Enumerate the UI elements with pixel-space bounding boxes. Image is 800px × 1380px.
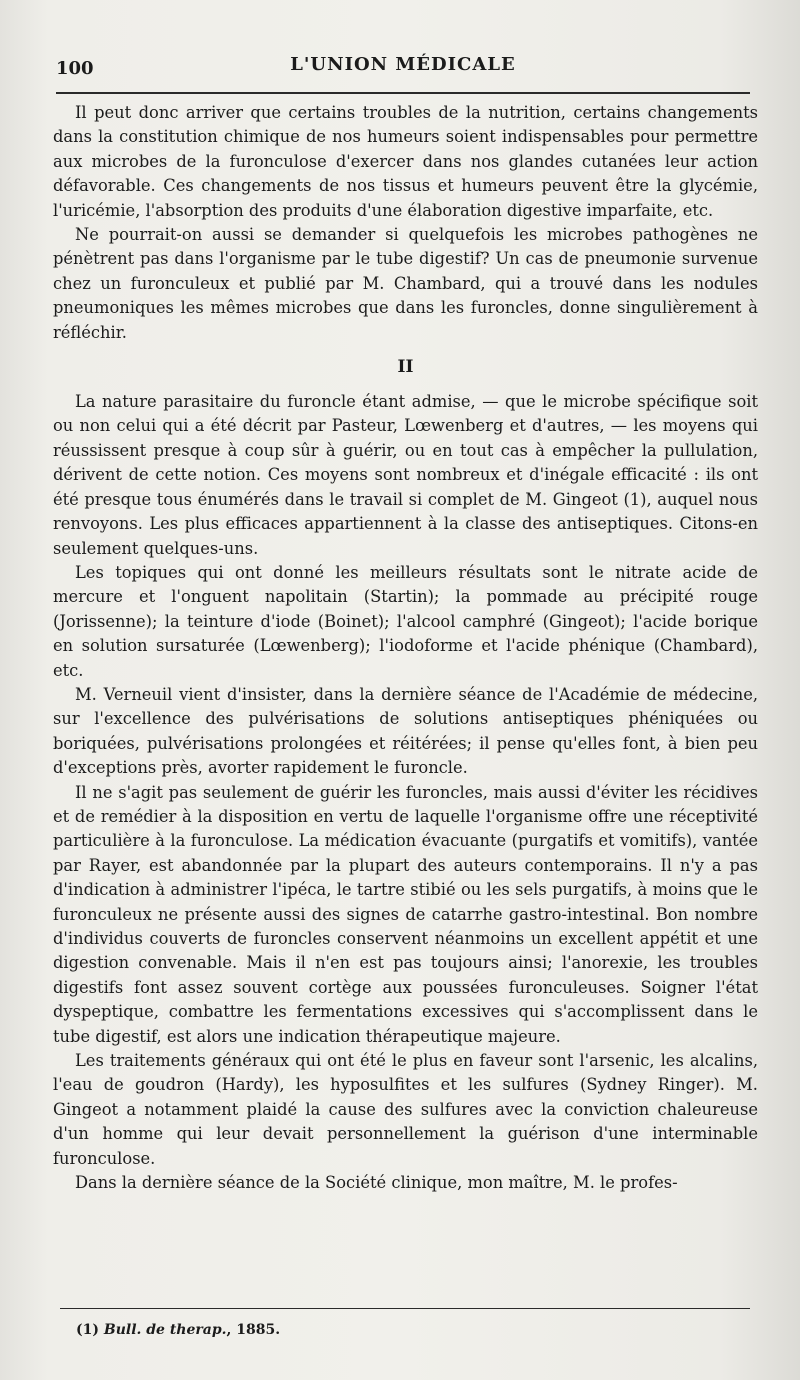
paragraph-2: Ne pourrait-on aussi se demander si quelquefois les microbes pathogènes ne pénètrent pas dans l'organisme par le tube digestif? Un cas de pneumonie survenue chez un furonculeux et publié par M. Chambard, qui a trouvé dans les nodules pneumoniques les mêmes microbes que dans les furoncles, donne singulièrement à réfléchir. (53, 225, 758, 342)
paragraph-3: La nature parasitaire du furoncle étant admise, — que le microbe spécifique soit ou non celui qui a été décrit par Pasteur, Lœwenberg et d'autres, — les moyens qui réussissent presque à coup sûr à guérir, ou en tout cas à empêcher la pullulation, dérivent de cette notion. Ces moyens sont nombreux et d'inégale efficacité : ils ont été presque tous énumérés dans le travail si complet de M. Gingeot (1), auquel nous renvoyons. Les plus efficaces appartiennent à la classe des antiseptiques. Citons-en seulement quelques-uns. (53, 392, 758, 558)
paragraph-8: Dans la dernière séance de la Société clinique, mon maître, M. le profes- (75, 1173, 678, 1193)
paragraph-7: Les traitements généraux qui ont été le plus en faveur sont l'arsenic, les alcalins, l'eau de goudron (Hardy), les hyposulfites et les sulfures (Sydney Ringer). M. Gingeot a notamment plaidé la cause des sulfures avec la conviction chaleureuse d'un homme qui leur devait personnellement la guérison d'une interminable furonculose. (53, 1051, 758, 1168)
section-heading: II (397, 357, 414, 378)
article-body (53, 101, 758, 1195)
header-rule (56, 92, 750, 94)
footnote (76, 1322, 280, 1338)
footnote-marker: (1) (76, 1322, 99, 1338)
paragraph-1: Il peut donc arriver que certains troubles de la nutrition, certains changements dans la constitution chimique de nos humeurs soient indispensables pour permettre aux microbes de la furonculose d'exercer dans nos glandes cutanées leur action défavorable. Ces changements de nos tissus et humeurs peuvent être la glycémie, l'uricémie, l'absorption des produits d'une élaboration digestive imparfaite, etc. (53, 103, 758, 220)
footnote-year: , 1885. (226, 1322, 281, 1338)
paragraph-6: Il ne s'agit pas seulement de guérir les furoncles, mais aussi d'éviter les récidives et de remédier à la disposition en vertu de laquelle l'organisme offre une réceptivité particulière à la furonculose. La médication évacuante (purgatifs et vomitifs), vantée par Rayer, est abandonnée par la plupart des auteurs contemporains. Il n'y a pas d'indication à administrer l'ipéca, le tartre stibié ou les sels purgatifs, à moins que le furonculeux ne présente aussi des signes de catarrhe gastro-intestinal. Bon nombre d'individus couverts de furoncles conservent néanmoins un excellent appétit et une digestion convenable. Mais il n'en est pas toujours ainsi; l'anorexie, les troubles digestifs font assez souvent cortège aux poussées furonculeuses. Soigner l'état dyspeptique, combattre les fermentations excessives qui s'accomplissent dans le tube digestif, est alors une indication thérapeutique majeure. (53, 782, 758, 1046)
page-number: 100 (56, 58, 94, 79)
footnote-rule (60, 1308, 750, 1309)
page-header (56, 50, 750, 84)
paragraph-5: M. Verneuil vient d'insister, dans la dernière séance de l'Académie de médecine, sur l'excellence des pulvérisations de solutions antiseptiques phéniquées ou boriquées, pulvérisations prolongées et réitérées; il pense qu'elles font, à bien peu d'exceptions près, avorter rapidement le furoncle. (53, 684, 758, 778)
paragraph-4: Les topiques qui ont donné les meilleurs résultats sont le nitrate acide de mercure et l'onguent napolitain (Startin); la pommade au précipité rouge (Jorissenne); la teinture d'iode (Boinet); l'alcool camphré (Gingeot); l'acide borique en solution sursaturée (Lœwenberg); l'iodoforme et l'acide phénique (Chambard), etc. (53, 562, 758, 680)
footnote-journal: Bull. de therap. (103, 1322, 227, 1338)
running-title: L'UNION MÉDICALE (290, 54, 516, 75)
